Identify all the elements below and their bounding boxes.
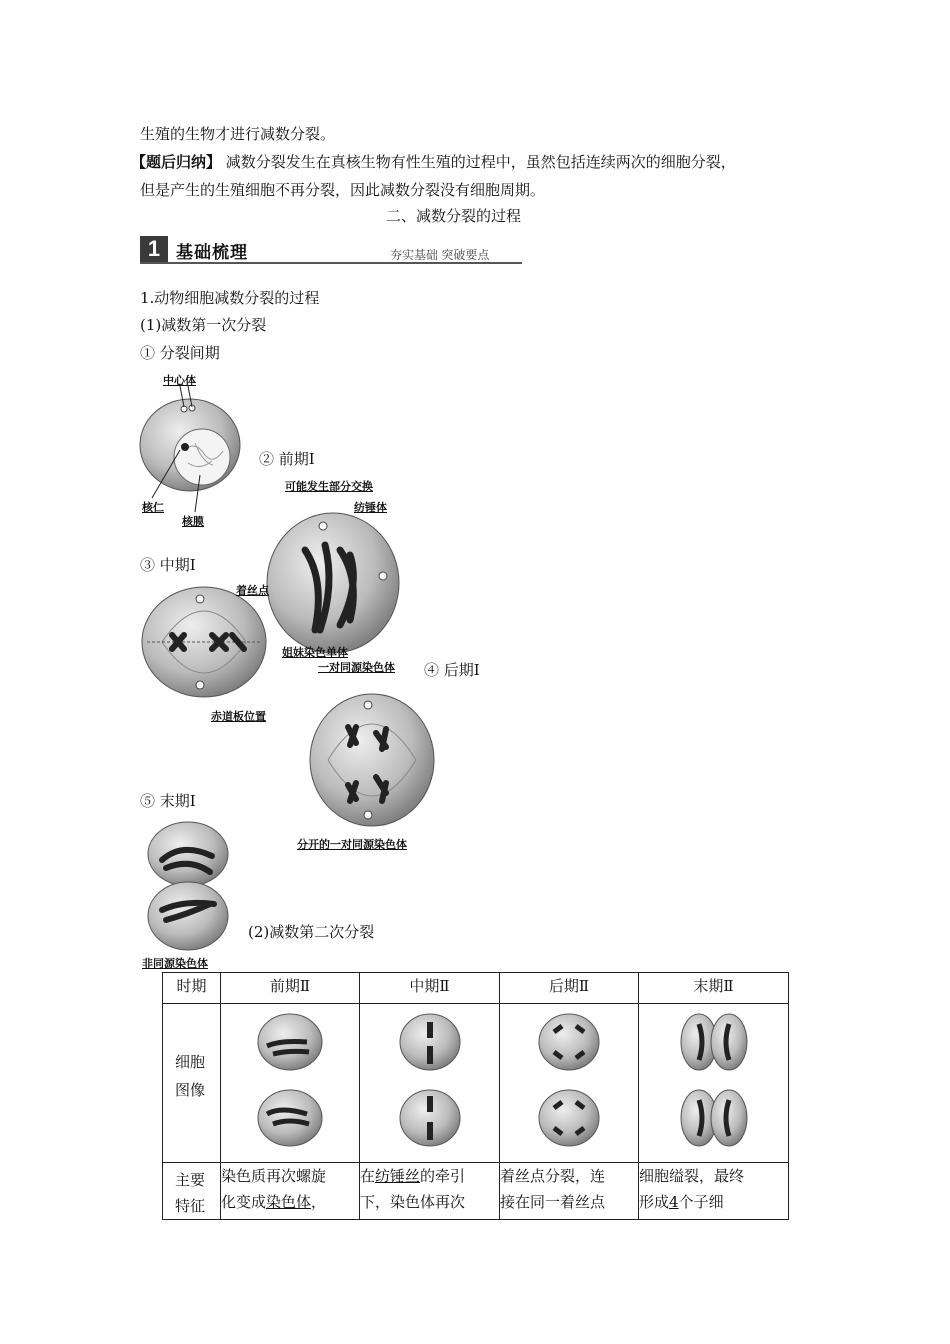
interphase-cell-figure bbox=[140, 395, 250, 505]
feature-cell-anaphase-2 bbox=[500, 1163, 639, 1220]
stage-anaphase-1: ④ 后期Ⅰ bbox=[424, 661, 480, 679]
text-line: 生殖的生物才进行减数分裂。 bbox=[140, 125, 336, 143]
table-feature-row bbox=[163, 1163, 789, 1220]
feature-text: 化变成 bbox=[221, 1193, 267, 1211]
row-label-cell bbox=[163, 1004, 221, 1163]
feature-text: 的牵引 bbox=[420, 1167, 466, 1185]
text-line: 但是产生的生殖细胞不再分裂，因此减数分裂没有细胞周期。 bbox=[140, 181, 546, 199]
label-non-homologous: 非同源染色体 bbox=[142, 958, 208, 970]
feature-line: 染色质再次螺旋 bbox=[221, 1167, 327, 1185]
row-label: 细胞 bbox=[175, 1053, 206, 1071]
feature-line bbox=[360, 1163, 499, 1189]
feature-cell-prophase-2 bbox=[221, 1163, 360, 1220]
telophase-1-cell-figure bbox=[146, 822, 231, 952]
prophase-1-cell-figure bbox=[265, 510, 400, 655]
metaphase-2-cells-figure bbox=[395, 1010, 465, 1150]
feature-line: 细胞缢裂，最终 bbox=[639, 1167, 745, 1185]
row-label: 主要 bbox=[175, 1171, 206, 1189]
prophase-2-cells-figure bbox=[255, 1010, 325, 1150]
feature-line: 接在同一着丝点 bbox=[500, 1193, 606, 1211]
heading-1: 1.动物细胞减数分裂的过程 bbox=[140, 289, 320, 307]
label-equator: 赤道板位置 bbox=[211, 711, 266, 723]
feature-line: 着丝点分裂，连 bbox=[500, 1167, 606, 1185]
label-homologous-pair: 一对同源染色体 bbox=[318, 662, 395, 674]
feature-key-term: 4 bbox=[669, 1193, 679, 1211]
feature-key-term: 纺锤丝 bbox=[375, 1167, 421, 1185]
telophase-2-cells-figure bbox=[679, 1010, 749, 1150]
header-cell: 前期Ⅱ bbox=[221, 973, 360, 1004]
label-centrosome: 中心体 bbox=[163, 375, 196, 387]
stage-metaphase-1: ③ 中期Ⅰ bbox=[140, 556, 196, 574]
feature-text: 形成 bbox=[639, 1193, 670, 1211]
header-cell: 末期Ⅱ bbox=[639, 973, 789, 1004]
heading-3: (2)减数第二次分裂 bbox=[248, 923, 375, 941]
feature-cell-metaphase-2 bbox=[360, 1163, 500, 1220]
stage-prophase-1: ② 前期Ⅰ bbox=[259, 450, 315, 468]
note-body: 减数分裂发生在真核生物有性生殖的过程中，虽然包括连续两次的细胞分裂， bbox=[221, 153, 736, 171]
feature-cell-telophase-2 bbox=[639, 1163, 789, 1220]
row-label: 图像 bbox=[175, 1081, 206, 1099]
label-crossover: 可能发生部分交换 bbox=[285, 481, 373, 493]
anaphase-2-cells-figure bbox=[534, 1010, 604, 1150]
row-label-cell bbox=[163, 1163, 221, 1220]
label-nuclear-membrane: 核膜 bbox=[182, 516, 204, 528]
table-header-row bbox=[163, 973, 789, 1004]
label-centromere: 着丝点 bbox=[236, 585, 269, 597]
image-cell-prophase-2 bbox=[221, 1004, 360, 1163]
stage-interphase: ① 分裂间期 bbox=[140, 344, 220, 362]
heading-2: (1)减数第一次分裂 bbox=[140, 316, 267, 334]
summary-line bbox=[131, 152, 736, 172]
feature-line bbox=[221, 1189, 359, 1215]
note-tag: 【题后归纳】 bbox=[131, 153, 222, 171]
feature-text: 个子细 bbox=[678, 1193, 724, 1211]
header-cell: 时期 bbox=[163, 973, 221, 1004]
metaphase-1-cell-figure bbox=[142, 585, 267, 700]
label-sister-chromatids: 姐妹染色单体 bbox=[282, 647, 348, 659]
image-cell-anaphase-2 bbox=[500, 1004, 639, 1163]
feature-key-term: 染色体 bbox=[266, 1193, 312, 1211]
anaphase-1-cell-figure bbox=[310, 693, 435, 828]
row-label: 特征 bbox=[175, 1197, 206, 1215]
feature-line bbox=[639, 1189, 788, 1215]
label-separated-pair: 分开的一对同源染色体 bbox=[297, 839, 407, 851]
image-cell-telophase-2 bbox=[639, 1004, 789, 1163]
stage-telophase-1: ⑤ 末期Ⅰ bbox=[140, 792, 196, 810]
banner-number: 1 bbox=[140, 236, 168, 262]
banner-rule bbox=[140, 262, 522, 264]
section-banner bbox=[140, 236, 522, 266]
banner-subtitle: 夯实基础 突破要点 bbox=[390, 248, 490, 262]
table-image-row bbox=[163, 1004, 789, 1163]
label-spindle: 纺锤体 bbox=[354, 502, 387, 514]
feature-line: 下，染色体再次 bbox=[360, 1193, 466, 1211]
feature-text: ， bbox=[311, 1193, 327, 1211]
label-nucleolus: 核仁 bbox=[142, 502, 164, 514]
header-cell: 中期Ⅱ bbox=[360, 973, 500, 1004]
header-cell: 后期Ⅱ bbox=[500, 973, 639, 1004]
banner-title: 基础梳理 bbox=[176, 243, 248, 262]
feature-text: 在 bbox=[360, 1167, 376, 1185]
image-cell-metaphase-2 bbox=[360, 1004, 500, 1163]
section-title: 二、减数分裂的过程 bbox=[386, 207, 522, 225]
interphase-leader-lines bbox=[0, 0, 10, 10]
meiosis-2-table bbox=[162, 972, 789, 1220]
